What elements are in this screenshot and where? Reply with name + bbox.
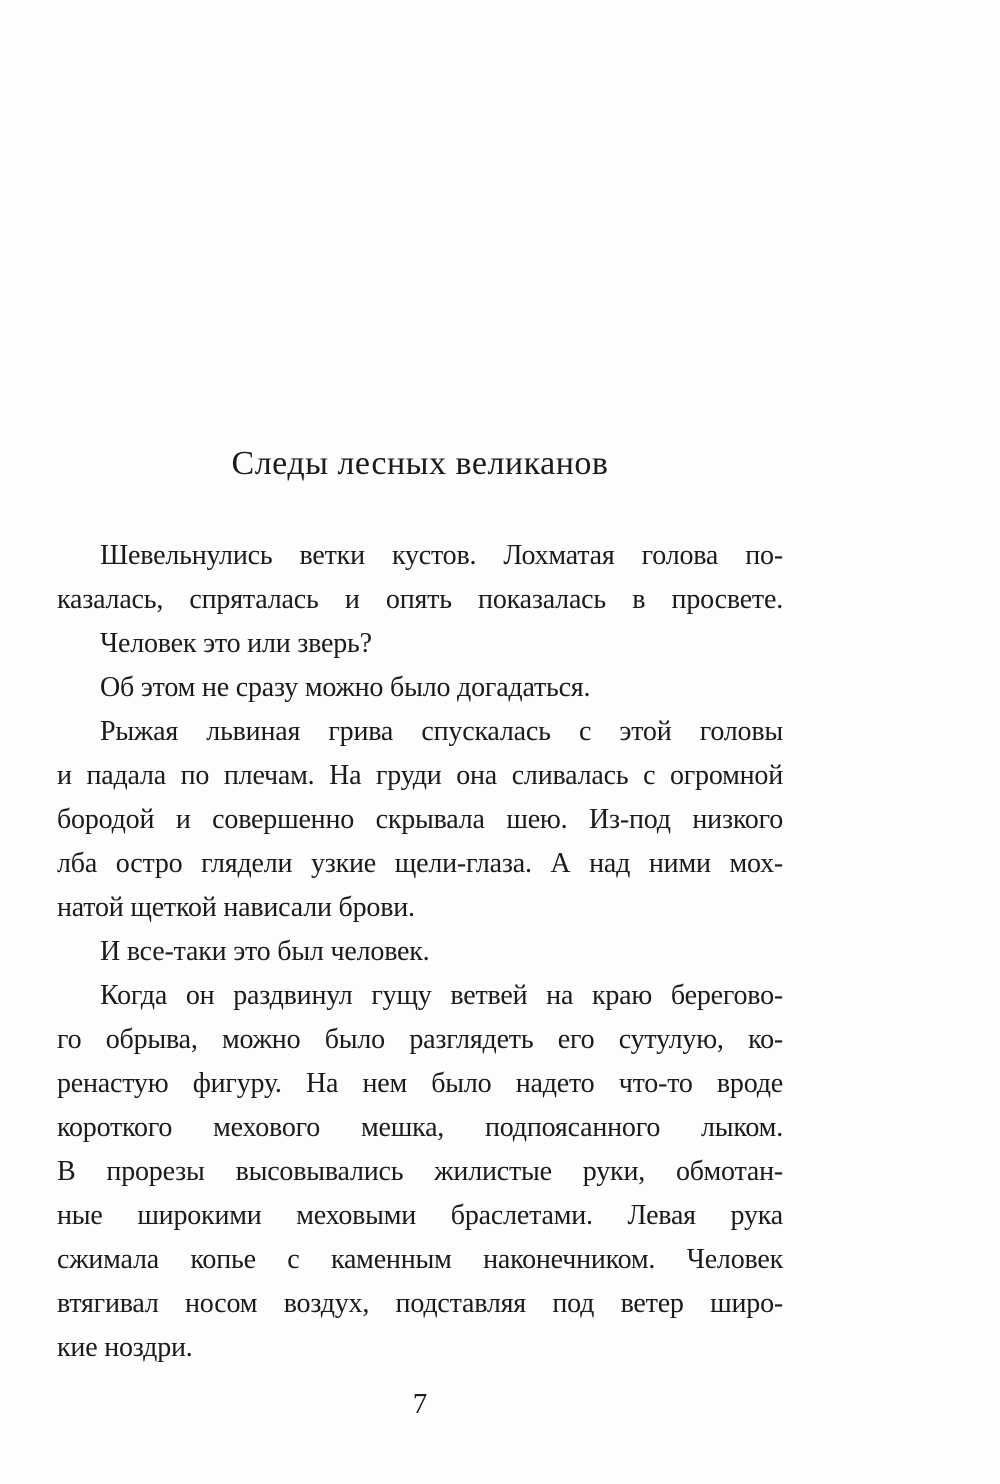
text-line: кие ноздри.	[57, 1332, 193, 1363]
text-line: короткого мехового мешка, подпоясанного лыком.	[57, 1112, 783, 1143]
chapter-title: Следы лесных великанов	[231, 445, 609, 482]
page-number: 7	[412, 1388, 428, 1420]
text-line: сжимала копье с каменным наконечником. Человек	[57, 1244, 783, 1275]
text-line: и падала по плечам. На груди она сливалась с огромной	[57, 760, 783, 791]
text-line: втягивал носом воздух, подставляя под ветер широ-	[57, 1288, 783, 1319]
text-body	[57, 534, 783, 1370]
text-line: лба остро глядели узкие щели-глаза. А над ними мох-	[57, 848, 783, 879]
text-line: бородой и совершенно скрывала шею. Из-под низкого	[57, 804, 783, 835]
text-line: ные широкими меховыми браслетами. Левая рука	[57, 1200, 783, 1231]
text-line: Рыжая львиная грива спускалась с этой головы	[100, 716, 783, 747]
text-line: Когда он раздвинул гущу ветвей на краю берегово-	[100, 980, 783, 1011]
text-line: Человек это или зверь?	[100, 628, 372, 659]
text-line: го обрыва, можно было разглядеть его сутулую, ко-	[57, 1024, 783, 1055]
text-line: И все-таки это был человек.	[100, 936, 430, 967]
text-line: Шевельнулись ветки кустов. Лохматая голова по-	[100, 540, 783, 571]
text-line: ренастую фигуру. На нем было надето что-то вроде	[57, 1068, 783, 1099]
text-line: натой щеткой нависали брови.	[57, 892, 415, 923]
text-line: Об этом не сразу можно было догадаться.	[100, 672, 591, 703]
text-line: казалась, спряталась и опять показалась в просвете.	[57, 584, 783, 615]
text-line: В прорезы высовывались жилистые руки, обмотан-	[57, 1156, 783, 1187]
